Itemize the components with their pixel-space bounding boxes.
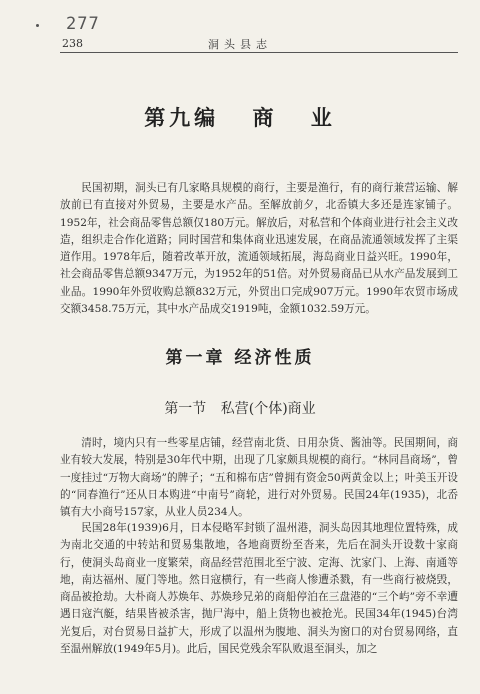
intro-paragraph: 民国初期，洞头已有几家略具规模的商行，主要是渔行，有的商行兼营运输、解放前已有直接对外贸易，主要是水产品。至解放前夕，北岙镇大多还是连家铺子。1952年，社会商品零售总额仅180万元。解放后，对私营和个体商业进行社会主义改造，组织走合作化道路；同时国营和集体商业迅速发展，在商品流通领域发挥了主渠道作用。1978年后，随着改革开放，流通领域拓展，海岛商业日益兴旺。1990年，社会商品零售总额9347万元，为1952年的51倍。对外贸易商品已从水产品发展到工业品。1990年外贸收购总额832万元，外贸出口完成907万元。1990年农贸市场成交额3458.75万元，其中水产品成交1919吨，金额1032.59万元。: [60, 182, 458, 316]
running-title: 洞头县志: [208, 38, 272, 51]
part-title: 第九编 商 业: [144, 106, 336, 130]
page-number: 238: [62, 37, 83, 50]
handwritten-page-number: 277: [66, 14, 100, 34]
section-title: 第一节 私营(个体)商业: [164, 401, 316, 417]
chapter-title: 第一章 经济性质: [165, 348, 315, 368]
body-paragraph: 民国28年(1939)6月，日本侵略军封锁了温州港，洞头岛因其地理位置特殊，成为南北交通的中转站和贸易集散地，各地商贾纷至沓来，先后在洞头开设数十家商行，使洞头岛商业一度繁荣，商品经营范围北至宁波、定海、沈家门、上海、南通等地，南达福州、厦门等地。然日寇横行，有一些商人惨遭杀戮，有一些商行被烧毁，商品被抢劫。大朴商人苏焕年、苏焕珍兄弟的商船停泊在三盘港的“三个屿”旁不幸遭遇日寇汽艇，结果皆被杀害，抛尸海中，船上货物也被抢光。民国34年(1945)台湾光复后，对台贸易日益扩大，形成了以温州为腹地、洞头为窗口的对台贸易网络，直至温州解放(1949年5月)。此后，国民党残余军队败退至洞头，加之: [60, 522, 458, 656]
body-paragraph: 清时，境内只有一些零星店铺，经营南北货、日用杂货、酱油等。民国期间，商业有较大发展，特别是30年代中期，出现了几家颇具规模的商行。“林同昌商场”，曾一度挂过“万物大商场”的牌子；“五和棉布店”曾拥有资金50两黄金以上；叶美玉开设的“同春渔行”还从日本购进“中南号”商轮，进行对外贸易。民国24年(1935)，北岙镇有大小商号157家，从业人员234人。: [60, 437, 458, 519]
ink-dot: [36, 24, 39, 27]
header-rule: [60, 52, 458, 53]
